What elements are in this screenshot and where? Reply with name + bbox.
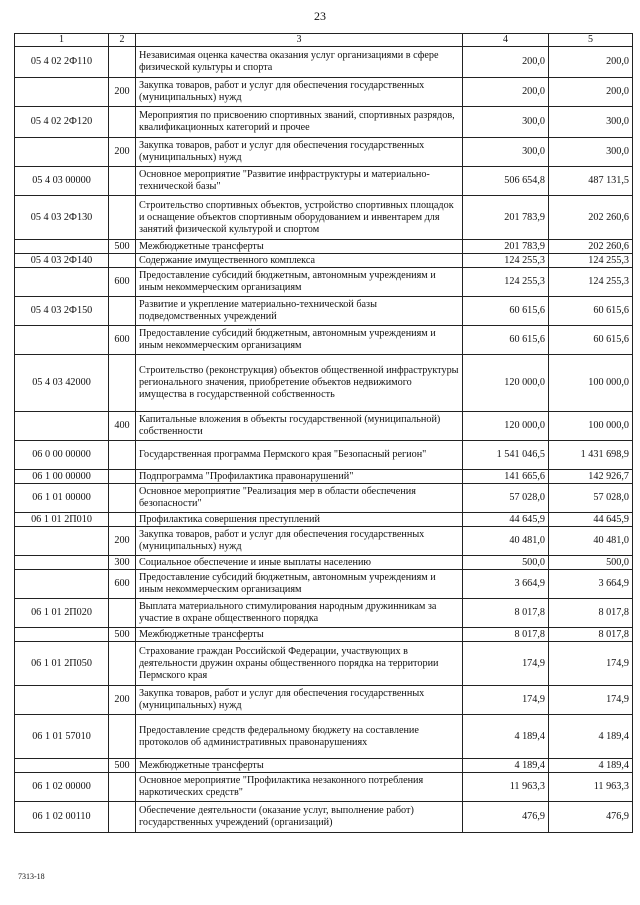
row-name: Обеспечение деятельности (оказание услуг, выполнение работ) государственных учреждений (организаций) xyxy=(136,802,463,833)
table-row xyxy=(15,268,633,297)
row-value-year2: 124 255,3 xyxy=(549,254,633,268)
header-row xyxy=(15,34,633,47)
table-row xyxy=(15,441,633,470)
row-expense-type: 200 xyxy=(109,686,136,715)
row-expense-type xyxy=(109,715,136,759)
row-expense-type xyxy=(109,196,136,240)
row-value-year2: 3 664,9 xyxy=(549,570,633,599)
row-code: 06 1 01 2П010 xyxy=(15,513,109,527)
row-name: Развитие и укрепление материально-технической базы подведомственных учреждений xyxy=(136,297,463,326)
row-name: Межбюджетные трансферты xyxy=(136,628,463,642)
row-name: Строительство (реконструкция) объектов общественной инфраструктуры регионального значения, приобретение объектов недвижимого имущества в государственной собственность xyxy=(136,355,463,412)
row-value-year1: 174,9 xyxy=(463,686,549,715)
row-name: Основное мероприятие "Развитие инфраструктуры и материально-технической базы" xyxy=(136,167,463,196)
row-expense-type xyxy=(109,297,136,326)
row-code: 06 1 01 00000 xyxy=(15,484,109,513)
row-expense-type xyxy=(109,107,136,138)
row-value-year2: 4 189,4 xyxy=(549,759,633,773)
row-value-year2: 11 963,3 xyxy=(549,773,633,802)
table-row xyxy=(15,759,633,773)
table-row xyxy=(15,326,633,355)
column-header-1: 1 xyxy=(15,34,109,47)
row-value-year1: 4 189,4 xyxy=(463,715,549,759)
row-code: 05 4 03 2Ф140 xyxy=(15,254,109,268)
table-row xyxy=(15,599,633,628)
row-expense-type: 500 xyxy=(109,628,136,642)
table-row xyxy=(15,556,633,570)
table-row xyxy=(15,138,633,167)
row-name: Социальное обеспечение и иные выплаты населению xyxy=(136,556,463,570)
row-value-year1: 200,0 xyxy=(463,78,549,107)
row-name: Страхование граждан Российской Федерации, участвующих в деятельности дружин охраны общественного порядка на территории Пермского края xyxy=(136,642,463,686)
row-expense-type: 200 xyxy=(109,138,136,167)
row-value-year1: 174,9 xyxy=(463,642,549,686)
row-value-year1: 60 615,6 xyxy=(463,297,549,326)
row-name: Профилактика совершения преступлений xyxy=(136,513,463,527)
row-value-year1: 4 189,4 xyxy=(463,759,549,773)
table-row xyxy=(15,570,633,599)
table-row xyxy=(15,412,633,441)
row-code: 05 4 03 42000 xyxy=(15,355,109,412)
row-value-year2: 44 645,9 xyxy=(549,513,633,527)
row-value-year1: 141 665,6 xyxy=(463,470,549,484)
row-name: Подпрограмма "Профилактика правонарушений" xyxy=(136,470,463,484)
row-expense-type xyxy=(109,773,136,802)
table-row xyxy=(15,527,633,556)
row-value-year1: 200,0 xyxy=(463,47,549,78)
row-name: Закупка товаров, работ и услуг для обеспечения государственных (муниципальных) нужд xyxy=(136,686,463,715)
table-row xyxy=(15,802,633,833)
table-row xyxy=(15,715,633,759)
row-code xyxy=(15,570,109,599)
row-code xyxy=(15,686,109,715)
table-row xyxy=(15,78,633,107)
row-name: Содержание имущественного комплекса xyxy=(136,254,463,268)
row-code xyxy=(15,138,109,167)
row-expense-type xyxy=(109,47,136,78)
row-value-year2: 57 028,0 xyxy=(549,484,633,513)
row-expense-type xyxy=(109,355,136,412)
row-value-year1: 60 615,6 xyxy=(463,326,549,355)
row-value-year2: 60 615,6 xyxy=(549,297,633,326)
row-value-year2: 142 926,7 xyxy=(549,470,633,484)
row-value-year2: 40 481,0 xyxy=(549,527,633,556)
column-header-4: 4 xyxy=(463,34,549,47)
row-value-year1: 506 654,8 xyxy=(463,167,549,196)
row-code: 05 4 03 2Ф130 xyxy=(15,196,109,240)
row-value-year1: 300,0 xyxy=(463,138,549,167)
row-expense-type xyxy=(109,642,136,686)
row-value-year1: 8 017,8 xyxy=(463,599,549,628)
row-code: 06 1 02 00000 xyxy=(15,773,109,802)
row-code: 05 4 03 2Ф150 xyxy=(15,297,109,326)
row-expense-type xyxy=(109,470,136,484)
table-row xyxy=(15,196,633,240)
row-name: Независимая оценка качества оказания услуг организациями в сфере физической культуры и спорта xyxy=(136,47,463,78)
row-code: 05 4 03 00000 xyxy=(15,167,109,196)
row-value-year1: 124 255,3 xyxy=(463,268,549,297)
row-expense-type xyxy=(109,513,136,527)
table-row xyxy=(15,240,633,254)
row-value-year1: 201 783,9 xyxy=(463,240,549,254)
row-value-year2: 174,9 xyxy=(549,642,633,686)
row-expense-type: 400 xyxy=(109,412,136,441)
row-value-year1: 40 481,0 xyxy=(463,527,549,556)
row-value-year1: 57 028,0 xyxy=(463,484,549,513)
row-expense-type: 600 xyxy=(109,268,136,297)
row-code: 06 1 01 2П050 xyxy=(15,642,109,686)
column-header-5: 5 xyxy=(549,34,633,47)
row-value-year1: 124 255,3 xyxy=(463,254,549,268)
row-code xyxy=(15,78,109,107)
table-row xyxy=(15,686,633,715)
row-value-year2: 487 131,5 xyxy=(549,167,633,196)
row-code: 06 1 01 2П020 xyxy=(15,599,109,628)
row-value-year1: 120 000,0 xyxy=(463,412,549,441)
row-value-year2: 476,9 xyxy=(549,802,633,833)
row-value-year2: 4 189,4 xyxy=(549,715,633,759)
row-value-year1: 300,0 xyxy=(463,107,549,138)
row-value-year1: 8 017,8 xyxy=(463,628,549,642)
row-value-year1: 201 783,9 xyxy=(463,196,549,240)
row-value-year1: 476,9 xyxy=(463,802,549,833)
row-value-year1: 11 963,3 xyxy=(463,773,549,802)
footer-document-code: 7313-18 xyxy=(18,872,45,881)
row-name: Предоставление средств федеральному бюджету на составление протоколов об административных правонарушениях xyxy=(136,715,463,759)
table-row xyxy=(15,773,633,802)
row-expense-type xyxy=(109,484,136,513)
row-expense-type xyxy=(109,441,136,470)
row-code: 05 4 02 2Ф120 xyxy=(15,107,109,138)
table-row xyxy=(15,470,633,484)
row-value-year1: 500,0 xyxy=(463,556,549,570)
row-value-year2: 200,0 xyxy=(549,47,633,78)
row-expense-type: 600 xyxy=(109,570,136,599)
table-row xyxy=(15,513,633,527)
table-row xyxy=(15,107,633,138)
row-code xyxy=(15,268,109,297)
row-value-year2: 1 431 698,9 xyxy=(549,441,633,470)
row-value-year2: 202 260,6 xyxy=(549,240,633,254)
row-value-year2: 100 000,0 xyxy=(549,412,633,441)
row-value-year1: 3 664,9 xyxy=(463,570,549,599)
table-row xyxy=(15,628,633,642)
row-code xyxy=(15,759,109,773)
row-expense-type xyxy=(109,254,136,268)
column-header-3: 3 xyxy=(136,34,463,47)
row-code xyxy=(15,628,109,642)
row-code: 05 4 02 2Ф110 xyxy=(15,47,109,78)
row-value-year2: 8 017,8 xyxy=(549,599,633,628)
row-value-year1: 44 645,9 xyxy=(463,513,549,527)
table-row xyxy=(15,47,633,78)
row-name: Капитальные вложения в объекты государственной (муниципальной) собственности xyxy=(136,412,463,441)
row-value-year2: 300,0 xyxy=(549,138,633,167)
row-name: Межбюджетные трансферты xyxy=(136,240,463,254)
row-code: 06 1 01 57010 xyxy=(15,715,109,759)
row-code xyxy=(15,326,109,355)
row-value-year2: 500,0 xyxy=(549,556,633,570)
table-row xyxy=(15,167,633,196)
row-name: Выплата материального стимулирования народным дружинникам за участие в охране общественного порядка xyxy=(136,599,463,628)
row-name: Предоставление субсидий бюджетным, автономным учреждениям и иным некоммерческим организациям xyxy=(136,326,463,355)
page-number: 23 xyxy=(314,9,326,23)
row-expense-type: 200 xyxy=(109,527,136,556)
row-value-year2: 124 255,3 xyxy=(549,268,633,297)
row-code: 06 1 00 00000 xyxy=(15,470,109,484)
row-name: Межбюджетные трансферты xyxy=(136,759,463,773)
table-row xyxy=(15,254,633,268)
table-row xyxy=(15,484,633,513)
row-code: 06 0 00 00000 xyxy=(15,441,109,470)
row-code xyxy=(15,240,109,254)
row-name: Строительство спортивных объектов, устройство спортивных площадок и оснащение объектов спортивным оборудованием и инвентарем для занятий физической культурой и спортом xyxy=(136,196,463,240)
row-name: Основное мероприятие "Реализация мер в области обеспечения безопасности" xyxy=(136,484,463,513)
row-name: Закупка товаров, работ и услуг для обеспечения государственных (муниципальных) нужд xyxy=(136,138,463,167)
row-name: Основное мероприятие "Профилактика незаконного потребления наркотических средств" xyxy=(136,773,463,802)
row-value-year1: 120 000,0 xyxy=(463,355,549,412)
row-name: Государственная программа Пермского края "Безопасный регион" xyxy=(136,441,463,470)
row-expense-type xyxy=(109,802,136,833)
row-value-year2: 60 615,6 xyxy=(549,326,633,355)
row-value-year2: 8 017,8 xyxy=(549,628,633,642)
budget-table xyxy=(14,33,633,833)
row-expense-type: 300 xyxy=(109,556,136,570)
row-name: Мероприятия по присвоению спортивных званий, спортивных разрядов, квалификационных категорий и прочее xyxy=(136,107,463,138)
row-name: Закупка товаров, работ и услуг для обеспечения государственных (муниципальных) нужд xyxy=(136,78,463,107)
row-name: Закупка товаров, работ и услуг для обеспечения государственных (муниципальных) нужд xyxy=(136,527,463,556)
row-code xyxy=(15,412,109,441)
row-expense-type: 200 xyxy=(109,78,136,107)
row-code xyxy=(15,556,109,570)
row-value-year1: 1 541 046,5 xyxy=(463,441,549,470)
row-name: Предоставление субсидий бюджетным, автономным учреждениям и иным некоммерческим организациям xyxy=(136,570,463,599)
row-expense-type xyxy=(109,167,136,196)
column-header-2: 2 xyxy=(109,34,136,47)
row-value-year2: 100 000,0 xyxy=(549,355,633,412)
table-row xyxy=(15,355,633,412)
row-expense-type: 500 xyxy=(109,759,136,773)
row-expense-type: 500 xyxy=(109,240,136,254)
row-code xyxy=(15,527,109,556)
row-value-year2: 174,9 xyxy=(549,686,633,715)
row-code: 06 1 02 00110 xyxy=(15,802,109,833)
row-value-year2: 202 260,6 xyxy=(549,196,633,240)
row-expense-type xyxy=(109,599,136,628)
table-row xyxy=(15,297,633,326)
row-expense-type: 600 xyxy=(109,326,136,355)
row-value-year2: 300,0 xyxy=(549,107,633,138)
row-value-year2: 200,0 xyxy=(549,78,633,107)
table-row xyxy=(15,642,633,686)
row-name: Предоставление субсидий бюджетным, автономным учреждениям и иным некоммерческим организациям xyxy=(136,268,463,297)
